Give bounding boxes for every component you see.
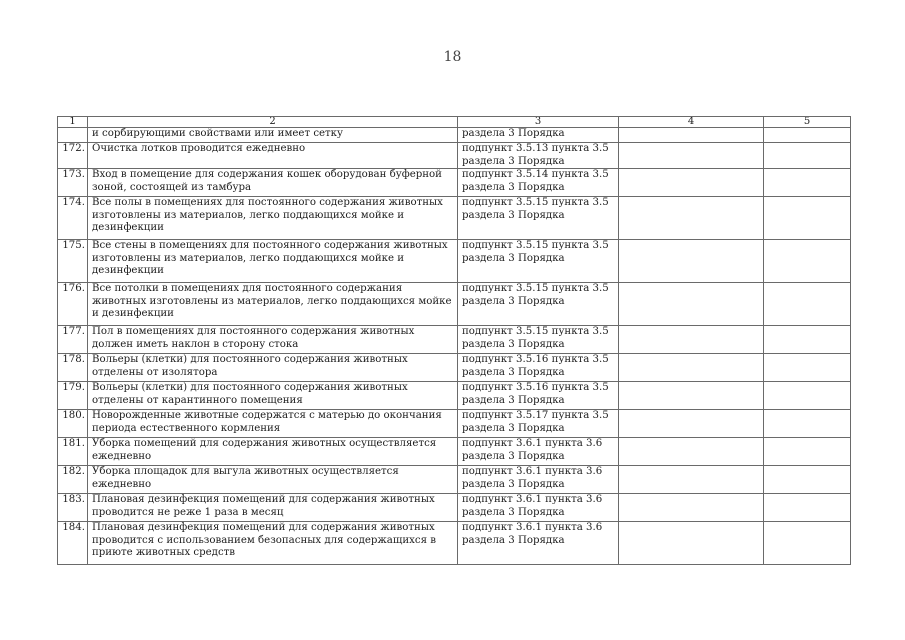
check-cell-4 <box>619 354 764 382</box>
requirement-text: Вольеры (клетки) для постоянного содержания животных отделены от карантинного помещения <box>88 382 458 410</box>
row-number: 174. <box>58 197 88 240</box>
requirement-text: Все потолки в помещениях для постоянного содержания животных изготовлены из материалов, легко поддающихся мойке и дезинфекции <box>88 283 458 326</box>
reference-text: подпункт 3.6.1 пункта 3.6 раздела 3 Порядка <box>458 522 619 565</box>
row-number: 173. <box>58 169 88 197</box>
reference-text: подпункт 3.6.1 пункта 3.6 раздела 3 Порядка <box>458 466 619 494</box>
requirement-text: Все полы в помещениях для постоянного содержания животных изготовлены из материалов, легко поддающихся мойке и дезинфекции <box>88 197 458 240</box>
requirement-text: Плановая дезинфекция помещений для содержания животных проводится с использованием безопасных для содержащихся в приюте животных средств <box>88 522 458 565</box>
requirement-text: Вход в помещение для содержания кошек оборудован буферной зоной, состоящей из тамбура <box>88 169 458 197</box>
table-row <box>58 197 851 240</box>
check-cell-5 <box>764 522 851 565</box>
requirement-text: Очистка лотков проводится ежедневно <box>88 143 458 169</box>
check-cell-5 <box>764 283 851 326</box>
table-row <box>58 283 851 326</box>
table-row <box>58 354 851 382</box>
page-number: 18 <box>443 49 462 65</box>
check-cell-5 <box>764 466 851 494</box>
row-number: 181. <box>58 438 88 466</box>
requirement-text: Все стены в помещениях для постоянного содержания животных изготовлены из материалов, легко поддающихся мойке и дезинфекции <box>88 240 458 283</box>
reference-text: подпункт 3.5.13 пункта 3.5 раздела 3 Порядка <box>458 143 619 169</box>
reference-text: подпункт 3.5.15 пункта 3.5 раздела 3 Порядка <box>458 326 619 354</box>
check-cell-5 <box>764 169 851 197</box>
table-row <box>58 522 851 565</box>
requirement-text: Уборка помещений для содержания животных осуществляется ежедневно <box>88 438 458 466</box>
check-cell-4 <box>619 410 764 438</box>
table-row <box>58 143 851 169</box>
column-header-5: 5 <box>764 117 851 128</box>
row-number: 180. <box>58 410 88 438</box>
table-row <box>58 494 851 522</box>
table-row <box>58 326 851 354</box>
check-cell-4 <box>619 382 764 410</box>
check-cell-5 <box>764 382 851 410</box>
check-cell-4 <box>619 522 764 565</box>
row-number: 182. <box>58 466 88 494</box>
requirement-text: Уборка площадок для выгула животных осуществляется ежедневно <box>88 466 458 494</box>
requirement-text: Плановая дезинфекция помещений для содержания животных проводится не реже 1 раза в месяц <box>88 494 458 522</box>
row-number <box>58 128 88 143</box>
reference-text: подпункт 3.5.14 пункта 3.5 раздела 3 Порядка <box>458 169 619 197</box>
requirement-text: Новорожденные животные содержатся с матерью до окончания периода естественного кормления <box>88 410 458 438</box>
check-cell-4 <box>619 283 764 326</box>
table-row <box>58 169 851 197</box>
row-number: 176. <box>58 283 88 326</box>
column-header-2: 2 <box>88 117 458 128</box>
table-row <box>58 410 851 438</box>
column-header-1: 1 <box>58 117 88 128</box>
check-cell-5 <box>764 240 851 283</box>
requirement-text: Пол в помещениях для постоянного содержания животных должен иметь наклон в сторону стока <box>88 326 458 354</box>
reference-text: подпункт 3.5.17 пункта 3.5 раздела 3 Порядка <box>458 410 619 438</box>
table-row <box>58 466 851 494</box>
check-cell-4 <box>619 128 764 143</box>
table-row <box>58 382 851 410</box>
row-number: 178. <box>58 354 88 382</box>
reference-text: подпункт 3.5.15 пункта 3.5 раздела 3 Порядка <box>458 240 619 283</box>
reference-text: подпункт 3.5.16 пункта 3.5 раздела 3 Порядка <box>458 354 619 382</box>
check-cell-5 <box>764 494 851 522</box>
check-cell-4 <box>619 438 764 466</box>
reference-text: подпункт 3.5.15 пункта 3.5 раздела 3 Порядка <box>458 197 619 240</box>
requirements-table <box>57 116 851 565</box>
check-cell-4 <box>619 169 764 197</box>
check-cell-5 <box>764 410 851 438</box>
check-cell-4 <box>619 240 764 283</box>
check-cell-5 <box>764 354 851 382</box>
row-number: 179. <box>58 382 88 410</box>
check-cell-4 <box>619 494 764 522</box>
reference-text: подпункт 3.5.15 пункта 3.5 раздела 3 Порядка <box>458 283 619 326</box>
row-number: 184. <box>58 522 88 565</box>
table-header-row <box>58 117 851 128</box>
check-cell-5 <box>764 128 851 143</box>
check-cell-4 <box>619 326 764 354</box>
check-cell-5 <box>764 143 851 169</box>
column-header-3: 3 <box>458 117 619 128</box>
check-cell-4 <box>619 466 764 494</box>
check-cell-4 <box>619 197 764 240</box>
table-row <box>58 438 851 466</box>
row-number: 175. <box>58 240 88 283</box>
row-number: 172. <box>58 143 88 169</box>
table-row-continuation <box>58 128 851 143</box>
table-body <box>58 128 851 565</box>
row-number: 183. <box>58 494 88 522</box>
table-row <box>58 240 851 283</box>
column-header-4: 4 <box>619 117 764 128</box>
check-cell-5 <box>764 326 851 354</box>
check-cell-5 <box>764 438 851 466</box>
requirement-text: и сорбирующими свойствами или имеет сетку <box>88 128 458 143</box>
reference-text: подпункт 3.6.1 пункта 3.6 раздела 3 Порядка <box>458 438 619 466</box>
reference-text: подпункт 3.6.1 пункта 3.6 раздела 3 Порядка <box>458 494 619 522</box>
requirement-text: Вольеры (клетки) для постоянного содержания животных отделены от изолятора <box>88 354 458 382</box>
row-number: 177. <box>58 326 88 354</box>
reference-text: подпункт 3.5.16 пункта 3.5 раздела 3 Порядка <box>458 382 619 410</box>
check-cell-5 <box>764 197 851 240</box>
reference-text: раздела 3 Порядка <box>458 128 619 143</box>
check-cell-4 <box>619 143 764 169</box>
